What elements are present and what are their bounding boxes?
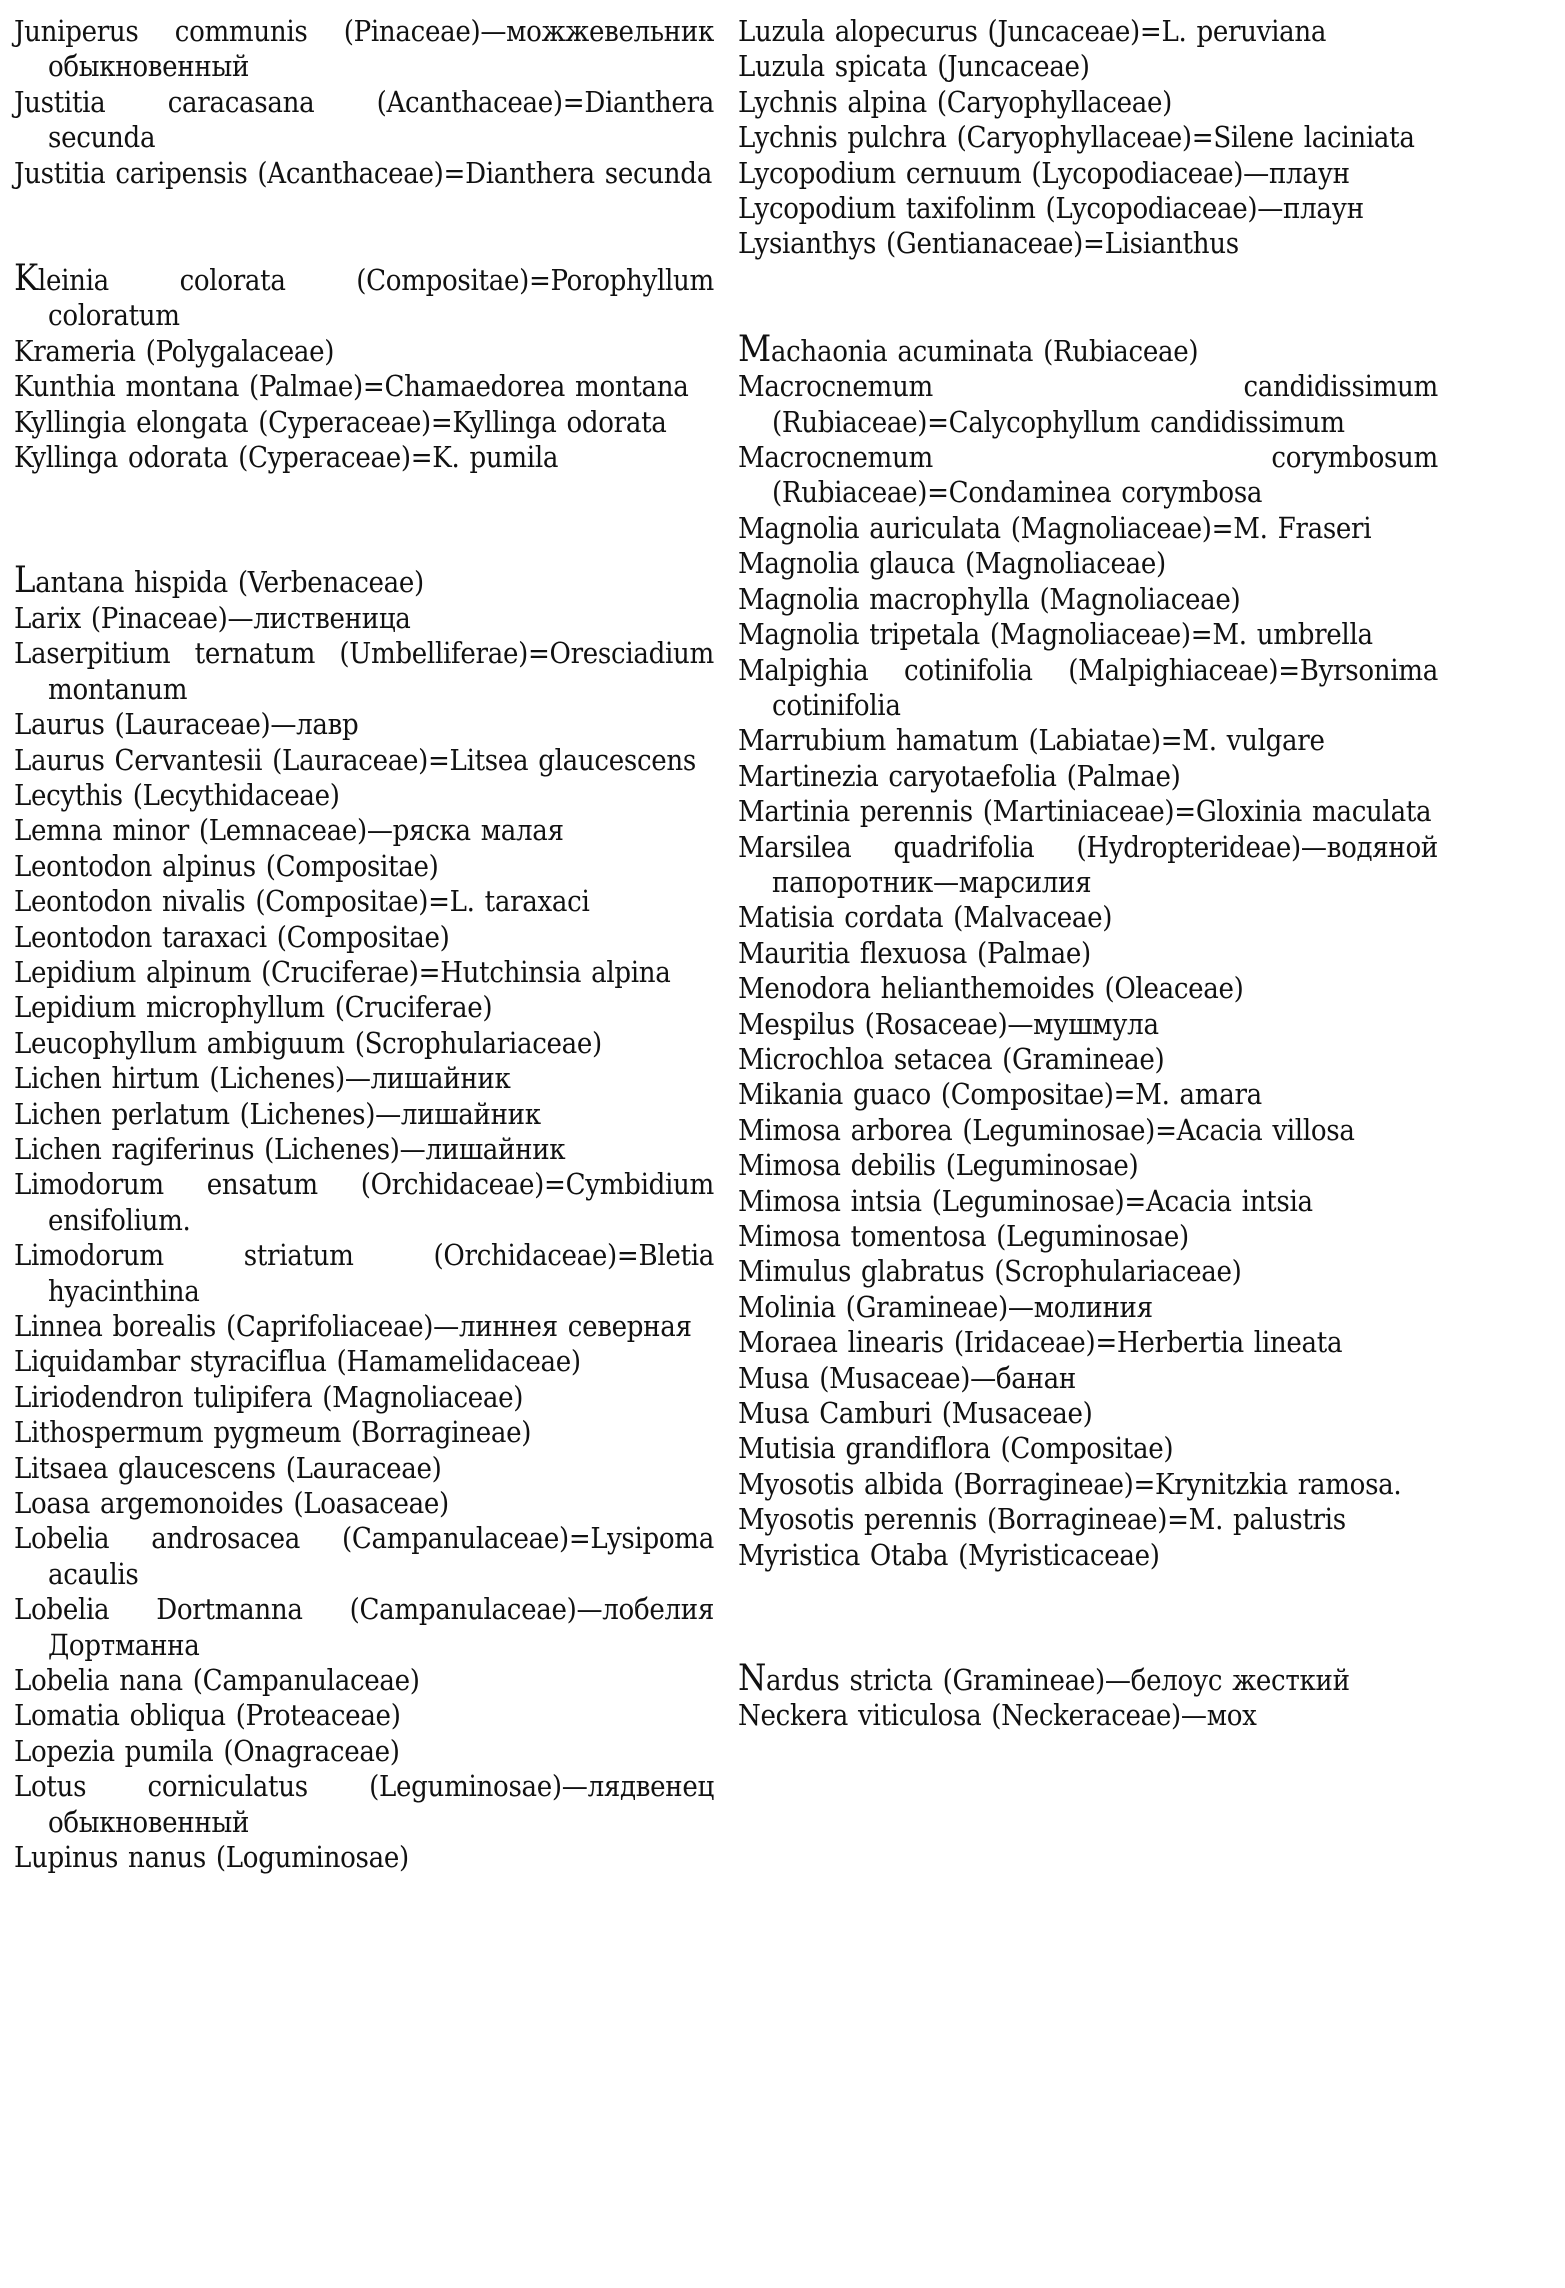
- index-entry: Mimosa arborea (Leguminosae)=Acacia villosa: [738, 1112, 1355, 1147]
- index-entry: Mimosa intsia (Leguminosae)=Acacia intsia: [738, 1183, 1313, 1218]
- letter-section: [738, 1658, 1438, 1734]
- letter-section: [738, 14, 1438, 262]
- index-entry: Mimosa tomentosa (Leguminosae): [738, 1219, 1189, 1253]
- index-entry: Leucophyllum ambiguum (Scrophulariaceae): [14, 1025, 602, 1060]
- index-entry: Martinezia caryotaefolia (Palmae): [738, 758, 1181, 793]
- index-entry: Lopezia pumila (Onagraceae): [14, 1733, 400, 1768]
- index-entry: Juniperus communis (Pinaceae)—можжевельник обыкновенный: [14, 14, 714, 84]
- index-entry: Lantana hispida (Verbenaceae): [14, 560, 424, 602]
- index-entry: Linnea borealis (Caprifoliaceae)—линнея северная: [14, 1309, 692, 1343]
- index-entry: Magnolia tripetala (Magnoliaceae)=M. umbrella: [738, 617, 1373, 652]
- index-entry: Lysianthys (Gentianaceae)=Lisianthus: [738, 226, 1239, 261]
- index-entry: Leontodon nivalis (Compositae)=L. taraxaci: [14, 884, 590, 919]
- index-entry: Molinia (Gramineae)—молиния: [738, 1289, 1153, 1324]
- index-entry: Kleinia colorata (Compositae)=Porophyllum coloratum: [14, 258, 714, 333]
- index-entry: Martinia perennis (Martiniaceae)=Gloxinia maculata: [738, 794, 1432, 829]
- index-entry: Microchloa setacea (Gramineae): [738, 1041, 1165, 1076]
- index-entry: Mespilus (Rosaceae)—мушмула: [738, 1006, 1159, 1041]
- index-entry: Leontodon taraxaci (Compositae): [14, 919, 450, 954]
- index-entry: Justitia caracasana (Acanthaceae)=Dianthera secunda: [14, 84, 714, 155]
- index-entry: Mikania guaco (Compositae)=M. amara: [738, 1077, 1262, 1112]
- index-entry: Liriodendron tulipifera (Magnoliaceae): [14, 1379, 524, 1414]
- index-entry: Marsilea quadrifolia (Hydropterideae)—водяной папоротник—марсилия: [738, 829, 1438, 899]
- index-entry: Lepidium microphyllum (Cruciferae): [14, 990, 493, 1025]
- section-gap: [738, 1573, 1438, 1661]
- index-entry: Lychnis alpina (Caryophyllaceae): [738, 84, 1173, 119]
- section-initial-letter: L: [14, 560, 36, 602]
- section-gap: [738, 262, 1438, 332]
- index-entry: Laserpitium ternatum (Umbelliferae)=Oresciadium montanum: [14, 636, 714, 706]
- index-entry: Mimulus glabratus (Scrophulariaceae): [738, 1254, 1242, 1289]
- letter-section: [738, 328, 1438, 1573]
- index-entry: Laurus Cervantesii (Lauraceae)=Litsea glaucescens: [14, 742, 696, 777]
- index-entry: Magnolia glauca (Magnoliaceae): [738, 546, 1166, 581]
- letter-section: [14, 560, 714, 1875]
- index-entry: Nardus stricta (Gramineae)—белоус жесткий: [738, 1658, 1350, 1700]
- index-entry: Lithospermum pygmeum (Borragineae): [14, 1415, 532, 1450]
- index-entry: Lobelia Dortmanna (Campanulaceae)—лобелия Дортманна: [14, 1592, 714, 1662]
- index-entry: Malpighia cotinifolia (Malpighiaceae)=Byrsonima cotinifolia: [738, 652, 1438, 722]
- right-column: [738, 14, 1438, 1734]
- index-entry: Kyllingia elongata (Cyperaceae)=Kyllinga odorata: [14, 404, 667, 439]
- index-entry: Limodorum ensatum (Orchidaceae)=Cymbidium ensifolium.: [14, 1167, 714, 1237]
- index-entry: Lobelia nana (Campanulaceae): [14, 1663, 420, 1698]
- index-entry: Lichen perlatum (Lichenes)—лишайник: [14, 1096, 541, 1131]
- index-entry: Myosotis albida (Borragineae)=Krynitzkia ramosa.: [738, 1466, 1402, 1501]
- index-entry: Macrocnemum candidissimum (Rubiaceae)=Calycophyllum candidissimum: [738, 369, 1438, 439]
- index-entry: Laurus (Lauraceae)—лавр: [14, 707, 359, 742]
- index-entry: Luzula spicata (Juncaceae): [738, 49, 1090, 84]
- index-entry: Krameria (Polygalaceae): [14, 333, 335, 368]
- index-entry: Kyllinga odorata (Cyperaceae)=K. pumila: [14, 440, 559, 475]
- left-column: [14, 14, 714, 1876]
- section-gap: [14, 475, 714, 563]
- section-gap: [14, 191, 714, 261]
- index-entry: Kunthia montana (Palmae)=Chamaedorea montana: [14, 369, 689, 404]
- section-initial-letter: N: [738, 1658, 767, 1700]
- index-entry: Magnolia macrophylla (Magnoliaceae): [738, 581, 1241, 616]
- index-entry: Moraea linearis (Iridaceae)=Herbertia lineata: [738, 1325, 1343, 1360]
- index-entry: Lupinus nanus (Loguminosae): [14, 1840, 409, 1875]
- index-entry: Musa Camburi (Musaceae): [738, 1396, 1093, 1431]
- index-entry: Myristica Otaba (Myristicaceae): [738, 1537, 1160, 1572]
- index-entry: Lotus corniculatus (Leguminosae)—лядвенец обыкновенный: [14, 1769, 714, 1839]
- letter-section: [14, 258, 714, 475]
- section-initial-letter: K: [14, 258, 38, 300]
- index-entry: Menodora helianthemoides (Oleaceae): [738, 971, 1244, 1006]
- index-entry: Justitia caripensis (Acanthaceae)=Dianthera secunda: [14, 155, 712, 190]
- index-entry: Magnolia auriculata (Magnoliaceae)=M. Fraseri: [738, 510, 1372, 545]
- index-entry: Machaonia acuminata (Rubiaceae): [738, 328, 1199, 370]
- index-entry: Myosotis perennis (Borragineae)=M. palustris: [738, 1502, 1346, 1537]
- index-entry: Lichen ragiferinus (Lichenes)—лишайник: [14, 1131, 566, 1166]
- index-entry: Marrubium hamatum (Labiatae)=M. vulgare: [738, 723, 1325, 758]
- index-entry: Lecythis (Lecythidaceae): [14, 777, 340, 812]
- index-entry: Litsaea glaucescens (Lauraceae): [14, 1450, 442, 1485]
- section-initial-letter: M: [738, 328, 771, 370]
- index-entry: Lichen hirtum (Lichenes)—лишайник: [14, 1061, 511, 1096]
- index-entry: Leontodon alpinus (Compositae): [14, 848, 439, 883]
- index-entry: Mutisia grandiflora (Compositae): [738, 1431, 1174, 1466]
- index-entry: Mimosa debilis (Leguminosae): [738, 1148, 1139, 1183]
- index-entry: Mauritia flexuosa (Palmae): [738, 935, 1091, 970]
- index-entry: Luzula alopecurus (Juncaceae)=L. peruviana: [738, 14, 1327, 48]
- index-entry: Lomatia obliqua (Proteaceae): [14, 1698, 401, 1733]
- index-entry: Lemna minor (Lemnaceae)—ряска малая: [14, 813, 564, 848]
- index-entry: Lychnis pulchra (Caryophyllaceae)=Silene laciniata: [738, 120, 1415, 155]
- letter-section: [14, 14, 714, 191]
- index-entry: Neckera viticulosa (Neckeraceae)—мох: [738, 1698, 1257, 1733]
- index-entry: Lepidium alpinum (Cruciferae)=Hutchinsia alpina: [14, 954, 671, 989]
- index-entry: Lycopodium taxifolinm (Lycopodiaceae)—плаун: [738, 191, 1364, 226]
- index-entry: Loasa argemonoides (Loasaceae): [14, 1486, 449, 1521]
- index-entry: Macrocnemum corymbosum (Rubiaceae)=Condaminea corymbosa: [738, 440, 1438, 510]
- index-entry: Lobelia androsacea (Campanulaceae)=Lysipoma acaulis: [14, 1521, 714, 1591]
- index-entry: Lycopodium cernuum (Lycopodiaceae)—плаун: [738, 155, 1350, 190]
- index-entry: Larix (Pinaceae)—лиственица: [14, 600, 411, 635]
- index-entry: Limodorum striatum (Orchidaceae)=Bletia hyacinthina: [14, 1238, 714, 1308]
- index-entry: Liquidambar styraciflua (Hamamelidaceae): [14, 1344, 581, 1379]
- index-entry: Matisia cordata (Malvaceae): [738, 900, 1113, 935]
- index-entry: Musa (Musaceae)—банан: [738, 1360, 1076, 1395]
